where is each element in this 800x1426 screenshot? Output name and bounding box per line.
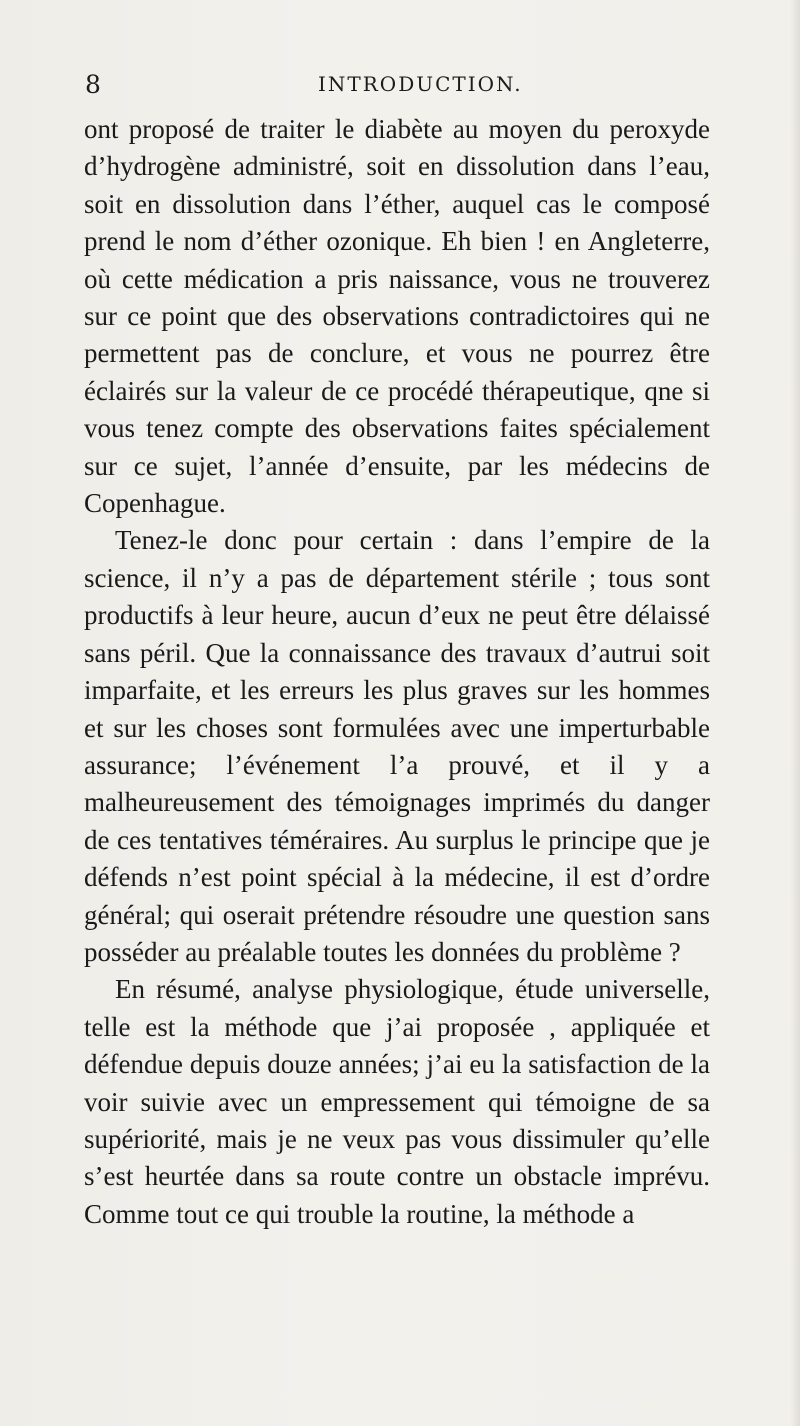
page-number: 8 bbox=[85, 70, 101, 99]
paragraph-2: Tenez-le donc pour certain : dans l’empire de la science, il n’y a pas de département stérile ; tous sont productifs à leur heure, aucun d’eux ne peut être délaissé sans péril. Que la connaissance des travaux d’autrui soit imparfaite, et les erreurs les plus graves sur les hommes et sur les choses sont formulées avec une imperturbable assurance; l’événement l’a prouvé, et il y a malheureusement des témoignages imprimés du danger de ces tentatives téméraires. Au surplus le principe que je défends n’est point spécial à la médecine, il est d’ordre général; qui oserait prétendre résoudre une question sans posséder au préalable toutes les données du problème ? bbox=[84, 525, 710, 967]
page-header bbox=[85, 70, 725, 110]
paragraph-1: ont proposé de traiter le diabète au moyen du peroxyde d’hydrogène administré, soit en dissolution dans l’eau, soit en dissolution dans l’éther, auquel cas le composé prend le nom d’éther ozonique. Eh bien ! en Angleterre, où cette médication a pris naissance, vous ne trouverez sur ce point que des observations contradictoires qui ne permettent pas de conclure, et vous ne pourrez être éclairés sur la valeur de ce procédé thérapeutique, qne si vous tenez compte des observations faites spécialement sur ce sujet, l’année d’ensuite, par les médecins de Copenhague. bbox=[84, 114, 710, 519]
page-edge-shadow bbox=[790, 0, 800, 1426]
running-title: INTRODUCTION. bbox=[318, 72, 523, 96]
body-text bbox=[84, 111, 710, 1233]
paragraph-3: En résumé, analyse physiologique, étude universelle, telle est la méthode que j’ai proposée , appliquée et défendue depuis douze années; j’ai eu la satisfaction de la voir suivie avec un empressement qui témoigne de sa supériorité, mais je ne veux pas vous dissimuler qu’elle s’est heurtée dans sa route contre un obstacle imprévu. Comme tout ce qui trouble la routine, la méthode a bbox=[84, 974, 710, 1229]
